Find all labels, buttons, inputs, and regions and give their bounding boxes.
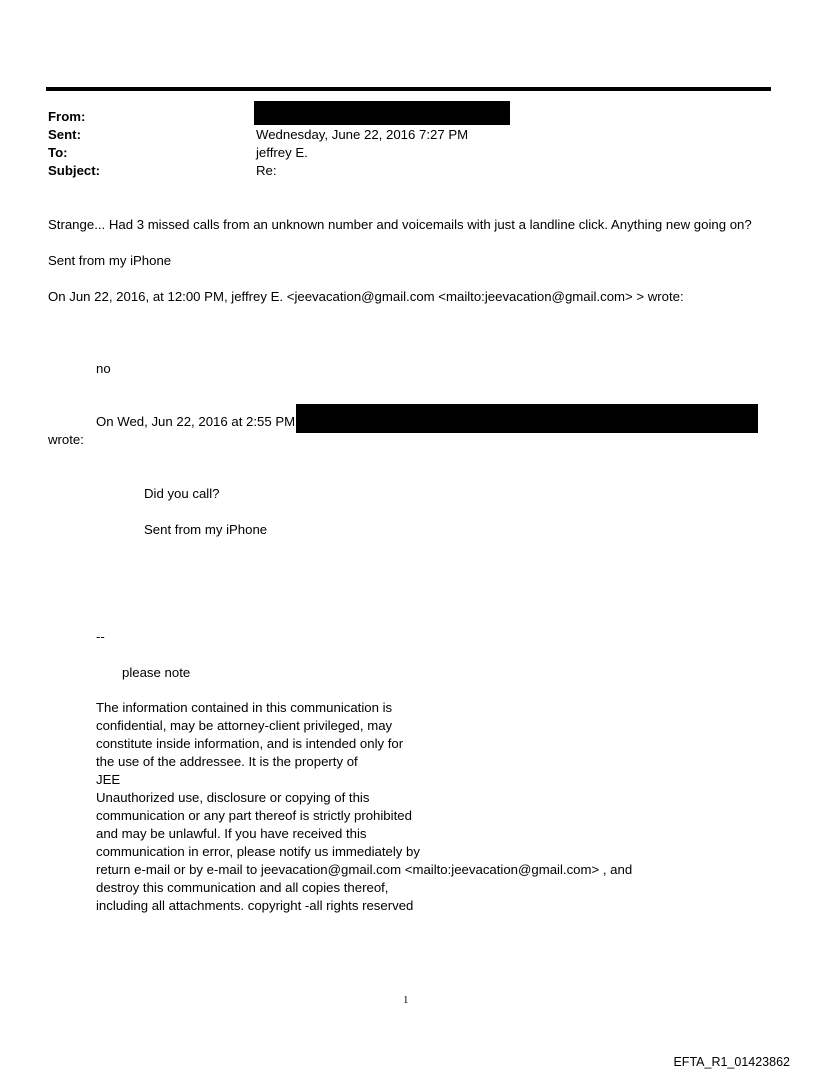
disclaimer-line: constitute inside information, and is intended only for [96, 736, 404, 751]
disclaimer-line: destroy this communication and all copies thereof, [96, 880, 389, 895]
signature-separator: -- [96, 629, 105, 644]
reply-text: no [96, 361, 111, 376]
subject-label: Subject: [48, 163, 101, 178]
to-value: jeffrey E. [256, 145, 308, 160]
disclaimer-line: and may be unlawful. If you have received this [96, 826, 367, 841]
disclaimer-line: the use of the addressee. It is the property of [96, 754, 358, 769]
disclaimer [96, 699, 632, 915]
from-redaction [254, 101, 510, 125]
message-body: Strange... Had 3 missed calls from an unknown number and voicemails with just a landline click. Anything new going on? [48, 217, 752, 232]
document-id: EFTA_R1_01423862 [673, 1055, 790, 1069]
disclaimer-line: confidential, may be attorney-client privileged, may [96, 718, 393, 733]
subject-value: Re: [256, 163, 277, 178]
sent-label: Sent: [48, 127, 81, 142]
please-note: please note [122, 665, 191, 680]
quote-intro: On Jun 22, 2016, at 12:00 PM, jeffrey E. <jeevacation@gmail.com <mailto:jeevacation@gmail.com> > wrote: [48, 289, 684, 304]
sender-redaction [296, 404, 758, 433]
disclaimer-line: including all attachments. copyright -all rights reserved [96, 898, 414, 913]
nested-quote-intro: On Wed, Jun 22, 2016 at 2:55 PM [96, 414, 296, 429]
nested-quote-wrote: wrote: [48, 432, 84, 447]
header-rule [46, 87, 771, 91]
to-label: To: [48, 145, 68, 160]
disclaimer-line: The information contained in this communication is [96, 700, 393, 715]
disclaimer-line: return e-mail or by e-mail to jeevacation@gmail.com <mailto:jeevacation@gmail.com> , and [96, 862, 633, 877]
disclaimer-line: communication or any part thereof is strictly prohibited [96, 808, 412, 823]
nested-message: Did you call? [144, 486, 220, 501]
sent-value: Wednesday, June 22, 2016 7:27 PM [256, 127, 469, 142]
disclaimer-line: JEE [96, 772, 121, 787]
disclaimer-line: Unauthorized use, disclosure or copying of this [96, 790, 370, 805]
signature: Sent from my iPhone [48, 253, 172, 268]
from-label: From: [48, 109, 86, 124]
nested-signature: Sent from my iPhone [144, 522, 268, 537]
page-number: 1 [403, 994, 409, 1006]
disclaimer-line: communication in error, please notify us immediately by [96, 844, 420, 859]
